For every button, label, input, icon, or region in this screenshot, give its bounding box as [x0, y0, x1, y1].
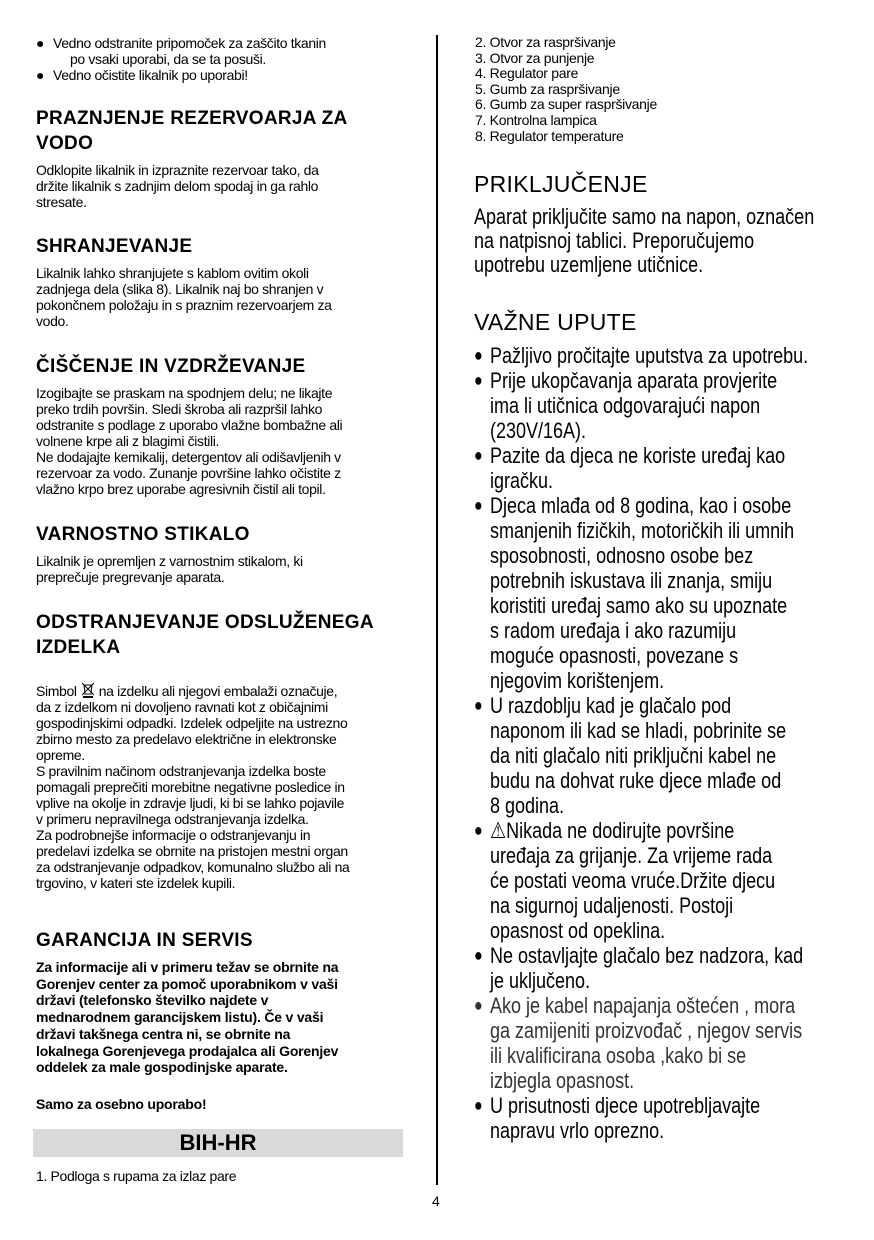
text-line: 5. Gumb za raspršivanje — [475, 80, 620, 97]
text-line: predelavi izdelka se obrnite na pristojen mestni organ — [36, 843, 348, 859]
para-odstranjevanje-rest — [36, 699, 349, 891]
text-line: pokončnem položaju in s praznim rezervoarjem za — [36, 297, 332, 313]
para-ciscenje — [36, 385, 342, 497]
bullet-continuation: moguće opasnosti, povezane s — [490, 643, 739, 668]
text-line: IZDELKA — [36, 637, 121, 658]
text-line: lokalnega Gorenjevega prodajalca ali Gorenjev — [36, 1042, 339, 1059]
para-shranjevanje — [36, 265, 332, 329]
text-line: 6. Gumb za super raspršivanje — [475, 96, 657, 113]
text-line: Aparat priključite samo na napon, označen — [474, 204, 815, 229]
text-line: oddelek za male gospodinjske aparate. — [36, 1059, 288, 1076]
text-line: Ne dodajajte kemikalij, detergentov ali odišavljenih v — [36, 449, 341, 465]
text-line: stresate. — [36, 194, 87, 210]
simbol-text-rest: na izdelku ali njegovi embalaži označuje, — [98, 683, 338, 699]
bullet-continuation: 8 godina. — [490, 793, 565, 818]
bullet-continuation: ima li utičnica odgovarajući napon — [490, 393, 761, 418]
parts-list-first — [36, 1168, 236, 1184]
text-line: S pravilnim načinom odstranjevanja izdelka boste — [36, 763, 326, 779]
text-line: preprečuje pregrevanje aparata. — [36, 569, 225, 585]
text-line: VARNOSTNO STIKALO — [36, 524, 250, 545]
bullet-continuation: naponom ili kad se hladi, pobrinite se — [490, 718, 787, 743]
bullet-item: ● U razdoblju kad je glačalo pod — [474, 693, 808, 718]
text-line: 1. Podloga s rupama za izlaz pare — [36, 1168, 237, 1184]
bullet-item: ● Pazite da djeca ne koriste uređaj kao — [474, 443, 808, 468]
text-line: državi (telefonsko številko najdete v — [36, 992, 269, 1009]
bullet-continuation: (230V/16A). — [490, 418, 587, 443]
text-line: Za podrobnejše informacije o odstranjevanju in — [36, 827, 311, 843]
text-line: PRIKLJUČENJE — [474, 171, 648, 197]
text-line: rezervoar za vodo. Zunanje površine lahko očistite z — [36, 465, 341, 481]
text-line: 3. Otvor za punjenje — [475, 49, 595, 66]
bullet-continuation: je uključeno. — [490, 968, 591, 993]
bullet-continuation: igračku. — [490, 468, 554, 493]
text-line: ODSTRANJEVANJE ODSLUŽENEGA — [36, 612, 374, 633]
text-line: 2. Otvor za raspršivanje — [475, 34, 616, 50]
heading-garancija — [36, 928, 253, 953]
parts-list — [475, 35, 657, 144]
text-line: 8. Regulator temperature — [475, 127, 624, 144]
heading-ciscenje — [36, 354, 305, 379]
text-line: VAŽNE UPUTE — [474, 309, 637, 335]
bullet-item: ● Prije ukopčavanja aparata provjerite — [474, 368, 808, 393]
simbol-text: Simbol — [36, 683, 77, 699]
bullet-continuation: će postati veoma vruće.Držite djecu — [490, 868, 776, 893]
text-line: Gorenjev center za pomoč uporabnikom v vaši — [36, 975, 338, 992]
bullet-continuation: s radom uređaja i ako razumiju — [490, 618, 737, 643]
text-line: Za informacije ali v primeru težav se obrnite na — [36, 959, 339, 975]
bullet-continuation: izbjegla opasnost. — [490, 1068, 635, 1093]
text-line: vplive na okolje in zdravje ljudi, ki bi se lahko pojavile — [36, 795, 345, 811]
text-line: 4. Regulator pare — [475, 65, 579, 82]
bullet-continuation: napravu vrlo oprezno. — [490, 1118, 665, 1143]
text-line: Likalnik je opremljen z varnostnim stikalom, ki — [36, 553, 303, 569]
text-line: za odstranjevanje odpadkov, komunalno službo ali na — [36, 859, 350, 875]
text-line: opreme. — [36, 747, 85, 763]
text-line: Samo za osebno uporabo! — [36, 1096, 207, 1112]
text-line: GARANCIJA IN SERVIS — [36, 930, 253, 951]
text-line: trgovino, v kateri ste izdelek kupili. — [36, 875, 236, 891]
bullet-continuation: sposobnosti, odnosno osobe bez — [490, 543, 754, 568]
heading-praznjenje — [36, 106, 348, 156]
text-line: VODO — [36, 133, 94, 154]
heading-vazne-upute — [474, 309, 637, 335]
para-samo — [36, 1096, 206, 1113]
text-line: Odklopite likalnik in izpraznite rezervoar tako, da — [36, 162, 319, 178]
text-line: vlažno krpo brez uporabe agresivnih čistil ali topil. — [36, 481, 326, 497]
text-line: v primeru nepravilnega odstranjevanja izdelka. — [36, 811, 309, 827]
text-line: mednarodnem garancijskem listu). Če v vaši — [36, 1009, 324, 1026]
crossed-bin-icon — [81, 682, 95, 698]
heading-prikljucenje — [474, 171, 648, 197]
text-line: preko trdih površin. Sledi škroba ali razpršil lahko — [36, 401, 323, 417]
section-bar-bih-hr: BIH-HR — [33, 1129, 403, 1157]
text-line: vodo. — [36, 313, 69, 329]
text-line: PRAZNJENJE REZERVOARJA ZA — [36, 108, 348, 129]
para-prikljucenje — [474, 205, 814, 277]
bullet-item: ● ⚠Nikada ne dodirujte površine — [474, 818, 808, 843]
text-line: 7. Kontrolna lampica — [475, 111, 597, 128]
text-line: na natpisnoj tablici. Preporučujemo — [474, 228, 755, 253]
column-divider — [436, 35, 438, 1185]
bullet-continuation: smanjenih fizičkih, motoričkih ili umnih — [490, 518, 795, 543]
bullet-continuation: ili kvalificirana osoba ,kako bi se — [490, 1043, 747, 1068]
text-line: pomagali preprečiti morebitne negativne posledice in — [36, 779, 345, 795]
bullet-item: ● U prisutnosti djece upotrebljavajte — [474, 1093, 808, 1118]
text-line: SHRANJEVANJE — [36, 236, 193, 257]
text-line: upotrebu uzemljene utičnice. — [474, 252, 704, 277]
text-line: gospodinjskimi odpadki. Izdelek odpeljite na ustrezno — [36, 715, 348, 731]
text-line: volnene krpe ali z blagimi čistili. — [36, 433, 220, 449]
bullet-continuation: na sigurnoj udaljenosti. Postoji — [490, 893, 734, 918]
text-line: zbirno mesto za predelavo električne in elektronske — [36, 731, 337, 747]
bullet-item: ● Pažljivo pročitajte uputstva za upotrebu. — [474, 343, 808, 368]
para-praznjenje — [36, 162, 319, 210]
bullet-line: po vsaki uporabi, da se ta posuši. — [70, 51, 266, 67]
bullet-line: ● Vedno odstranite pripomoček za zaščito tkanin — [36, 35, 326, 51]
bullet-continuation: opasnost od opeklina. — [490, 918, 666, 943]
bullet-continuation: ga zamijeniti proizvođač , njegov servis — [490, 1018, 803, 1043]
bullet-line: ● Vedno očistite likalnik po uporabi! — [36, 67, 326, 83]
bullet-continuation: njegovim korištenjem. — [490, 668, 665, 693]
text-line: ČIŠČENJE IN VZDRŽEVANJE — [36, 356, 306, 377]
text-line: zadnjega dela (slika 8). Likalnik naj bo shranjen v — [36, 281, 324, 297]
heading-shranjevanje — [36, 234, 192, 259]
text-line: odstranite s podlage z uporabo vlažne bombažne ali — [36, 417, 343, 433]
text-line: državi takšnega centra ni, se obrnite na — [36, 1025, 291, 1042]
vazne-upute-bullets — [474, 343, 808, 1143]
heading-odstranjevanje — [36, 610, 374, 660]
para-odstranjevanje — [36, 682, 349, 891]
bullet-continuation: budu na dohvat ruke djece mlađe od — [490, 768, 782, 793]
para-varnostno — [36, 553, 303, 585]
text-line: da z izdelkom ni dovoljeno ravnati kot z običajnimi — [36, 699, 328, 715]
bullet-continuation: uređaja za grijanje. Za vrijeme rada — [490, 843, 773, 868]
text-line: Izogibajte se praskam na spodnjem delu; ne likajte — [36, 385, 333, 401]
bullet-continuation: potrebnih iskustava ili znanja, smiju — [490, 568, 773, 593]
bullet-item: ● Ne ostavljajte glačalo bez nadzora, kad — [474, 943, 808, 968]
bullet-item: ● Ako je kabel napajanja oštećen , mora — [474, 993, 808, 1018]
bullet-continuation: da niti glačalo niti priključni kabel ne — [490, 743, 777, 768]
page-number: 4 — [432, 1193, 440, 1209]
bullet-continuation: koristiti uređaj samo ako su upoznate — [490, 593, 788, 618]
bullet-item: ● Djeca mlađa od 8 godina, kao i osobe — [474, 493, 808, 518]
para-garancija — [36, 959, 338, 1076]
heading-varnostno — [36, 522, 250, 547]
text-line: Likalnik lahko shranjujete s kablom ovitim okoli — [36, 265, 309, 281]
text-line: držite likalnik s zadnjim delom spodaj in ga rahlo — [36, 178, 319, 194]
intro-bullets — [36, 35, 326, 83]
